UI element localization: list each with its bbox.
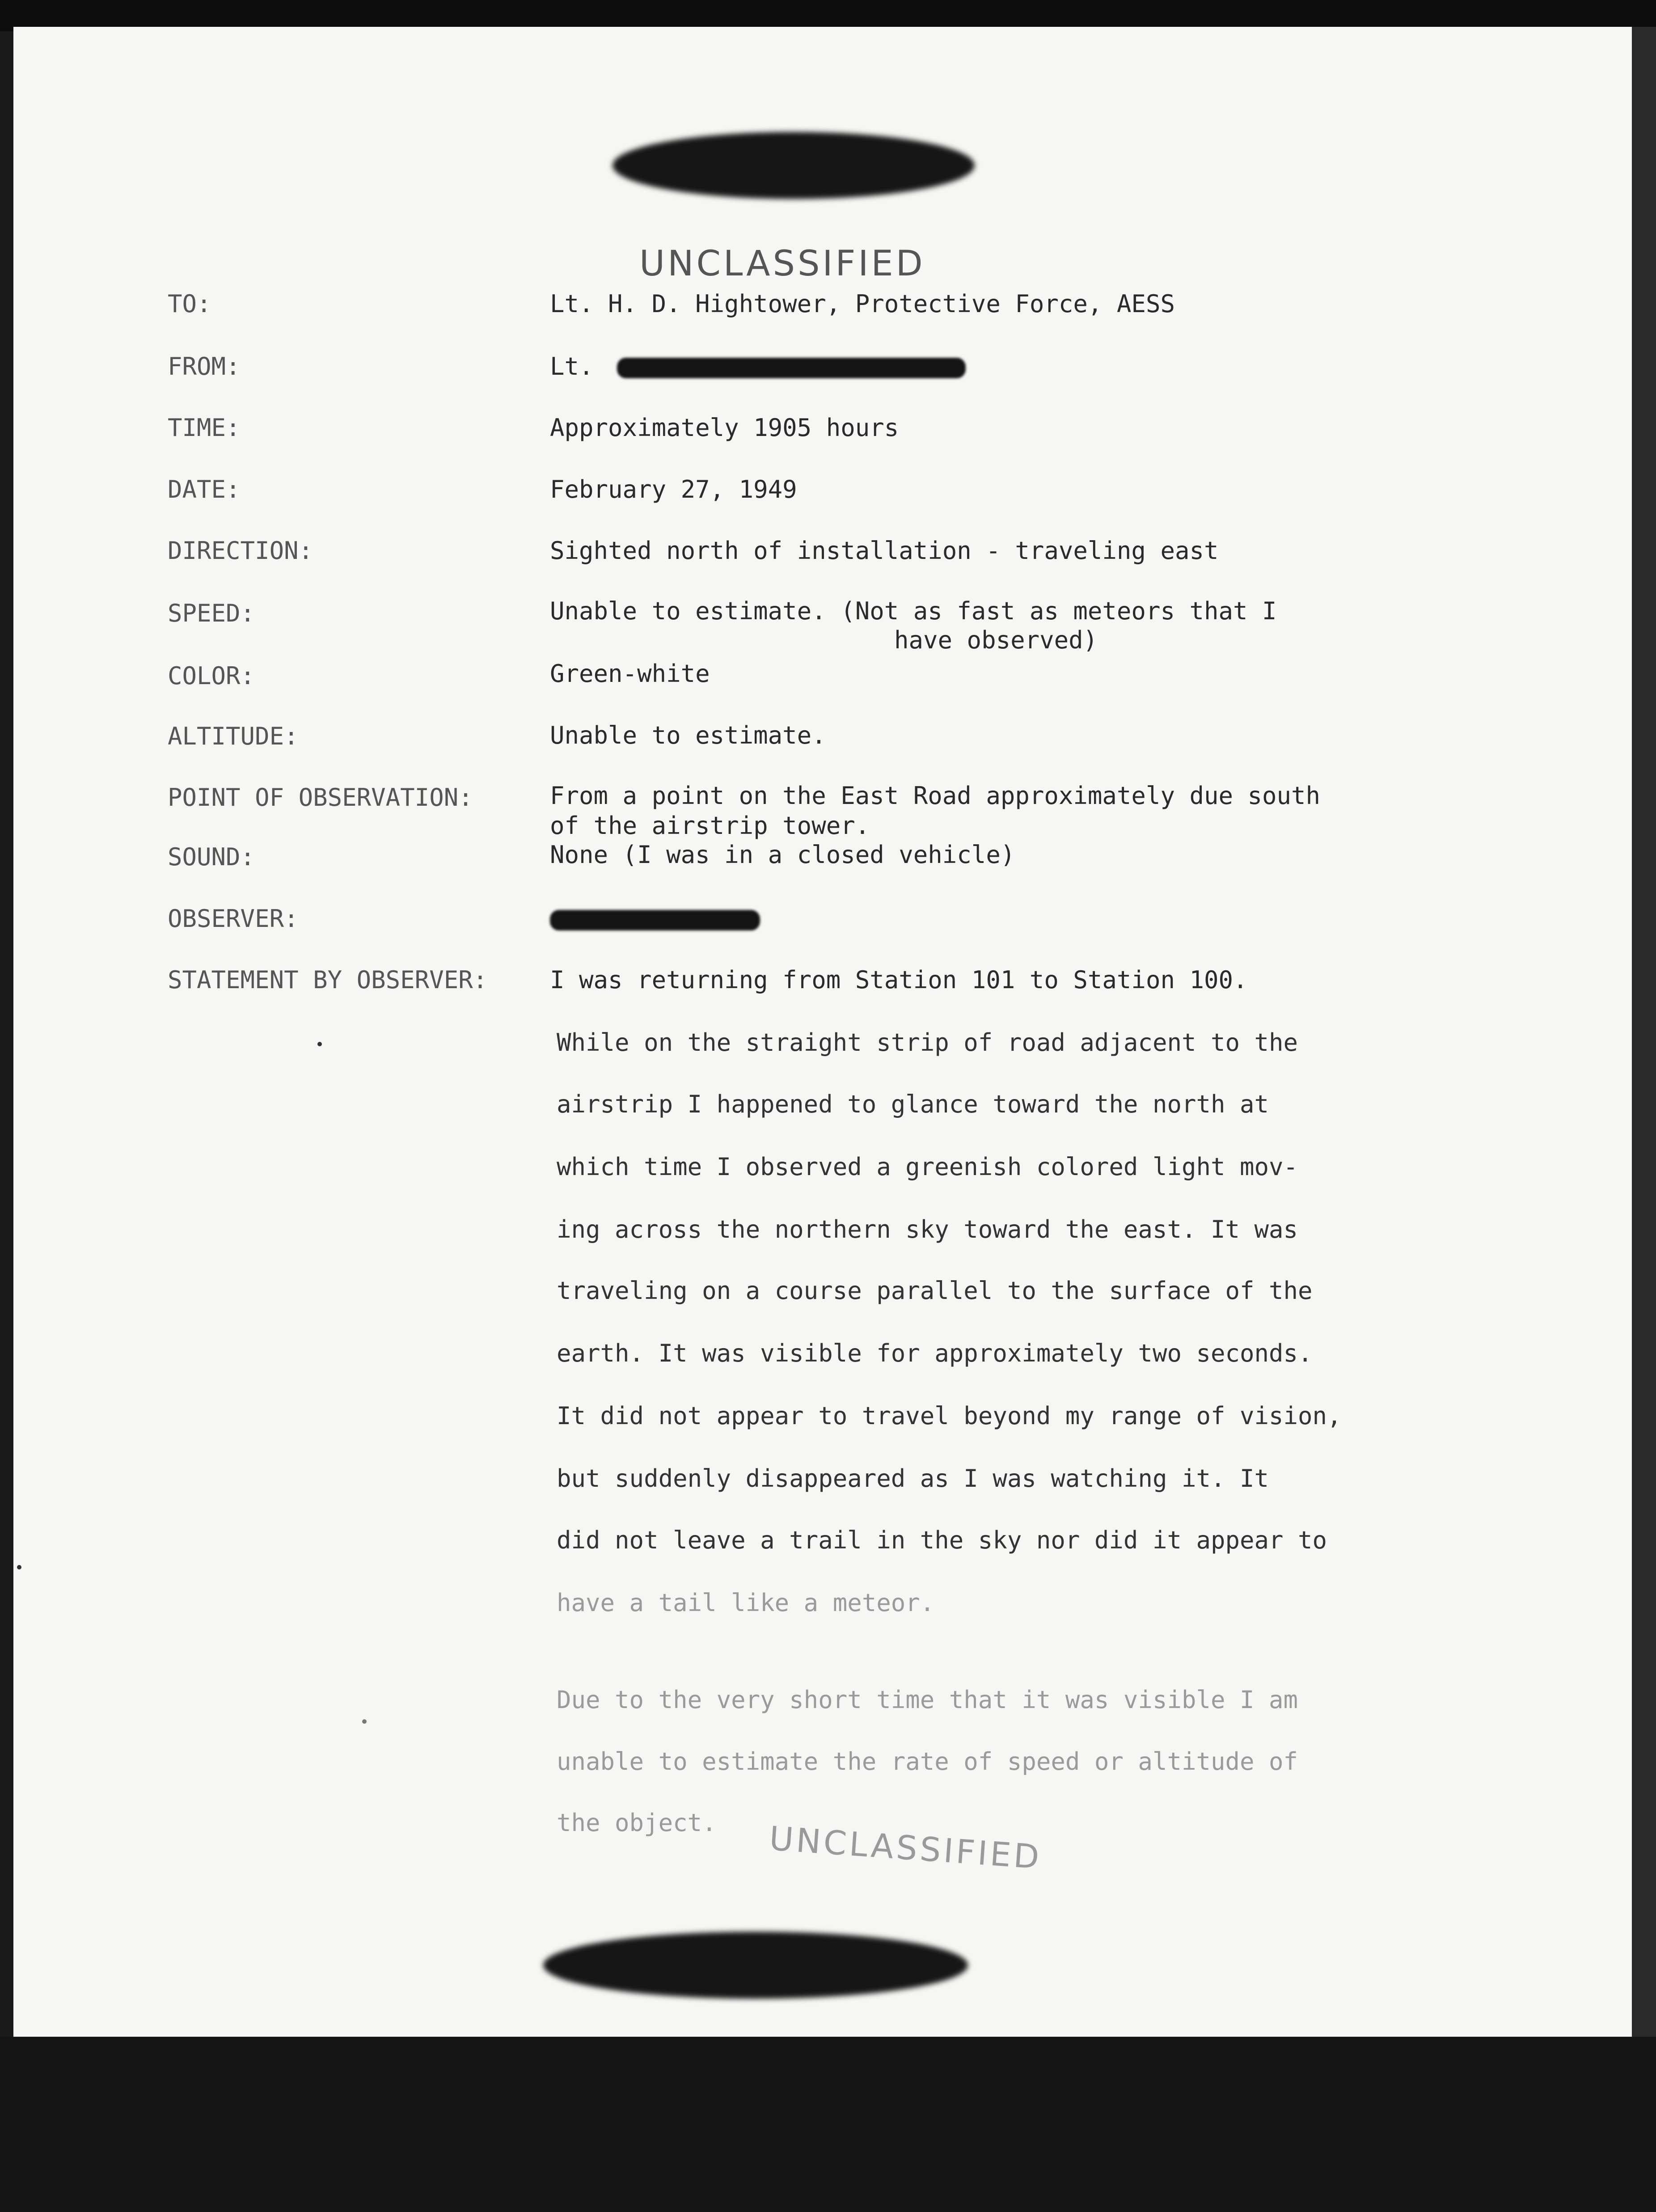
- value-to: Lt. H. D. Hightower, Protective Force, AESS: [550, 290, 1175, 318]
- statement-line: It did not appear to travel beyond my range of vision,: [557, 1402, 1342, 1430]
- scan-speck: [17, 1565, 21, 1569]
- value-direction: Sighted north of installation - traveling east: [550, 537, 1219, 565]
- redaction-from: [617, 358, 966, 378]
- closing-line: Due to the very short time that it was visible I am: [557, 1686, 1298, 1714]
- value-from-text: Lt.: [550, 352, 594, 381]
- closing-line: the object.: [557, 1809, 717, 1837]
- classification-stamp-bottom: UNCLASSIFIED: [768, 1819, 1043, 1877]
- label-time: TIME:: [168, 414, 241, 442]
- value-speed-line2: have observed): [894, 626, 1098, 654]
- value-observer: [550, 905, 760, 933]
- statement-line: ing across the northern sky toward the east. It was: [557, 1215, 1298, 1243]
- label-direction: DIRECTION:: [168, 537, 313, 565]
- label-statement: STATEMENT BY OBSERVER:: [168, 966, 488, 994]
- value-date: February 27, 1949: [550, 475, 797, 503]
- value-speed: Unable to estimate. (Not as fast as meteors that I: [550, 597, 1277, 625]
- label-altitude: ALTITUDE:: [168, 722, 299, 750]
- scan-bottom-border: [0, 2037, 1656, 2212]
- value-sound: None (I was in a closed vehicle): [550, 841, 1015, 869]
- statement-line: have a tail like a meteor.: [557, 1589, 935, 1617]
- statement-line: traveling on a course parallel to the surface of the: [557, 1277, 1313, 1305]
- value-time: Approximately 1905 hours: [550, 414, 899, 442]
- statement-line: earth. It was visible for approximately two seconds.: [557, 1339, 1313, 1367]
- statement-line: While on the straight strip of road adjacent to the: [557, 1028, 1298, 1057]
- statement-first-line: I was returning from Station 101 to Station 100.: [550, 966, 1248, 994]
- label-to: TO:: [168, 290, 211, 318]
- label-speed: SPEED:: [168, 599, 255, 627]
- label-color: COLOR:: [168, 662, 255, 690]
- redaction-bottom: [543, 1932, 968, 1999]
- label-sound: SOUND:: [168, 843, 255, 871]
- statement-line: did not leave a trail in the sky nor did it appear to: [557, 1526, 1327, 1554]
- redaction-observer: [550, 910, 760, 930]
- statement-line: but suddenly disappeared as I was watching it. It: [557, 1464, 1269, 1493]
- classification-stamp-top: UNCLASSIFIED: [639, 244, 925, 284]
- label-from: FROM:: [168, 352, 241, 381]
- closing-line: unable to estimate the rate of speed or altitude of: [557, 1747, 1298, 1776]
- scan-speck: [317, 1042, 322, 1046]
- label-date: DATE:: [168, 475, 241, 503]
- scan-speck: [362, 1719, 367, 1724]
- value-from: [550, 352, 966, 381]
- label-observer: OBSERVER:: [168, 905, 299, 933]
- value-point-of-observation: From a point on the East Road approximately due south: [550, 782, 1321, 810]
- label-point-of-observation: POINT OF OBSERVATION:: [168, 783, 473, 812]
- scan-right-border: [1632, 27, 1656, 2037]
- statement-line: airstrip I happened to glance toward the north at: [557, 1090, 1269, 1118]
- statement-line: which time I observed a greenish colored light mov-: [557, 1153, 1298, 1181]
- redaction-top: [613, 132, 975, 199]
- value-altitude: Unable to estimate.: [550, 721, 826, 749]
- value-color: Green-white: [550, 660, 710, 688]
- value-point-of-observation-line2: of the airstrip tower.: [550, 812, 870, 840]
